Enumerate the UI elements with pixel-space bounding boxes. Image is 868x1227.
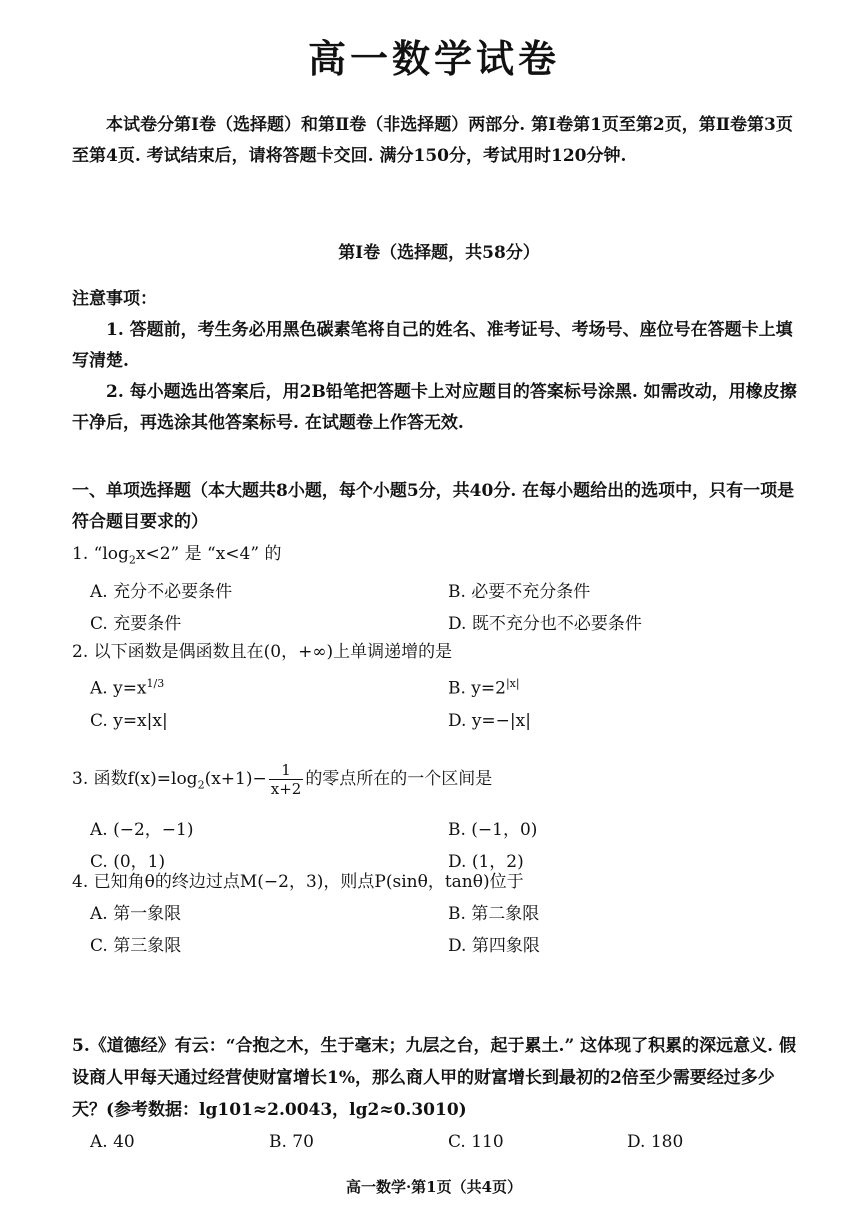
question-2-stem: 2. 以下函数是偶函数且在(0，+∞)上单调递增的是 — [72, 642, 453, 662]
option-a: A. 第一象限 — [90, 904, 182, 924]
question-1-options — [72, 576, 806, 640]
question-3 — [72, 756, 806, 878]
notice-section — [72, 284, 806, 439]
question-2 — [72, 636, 806, 737]
question-5 — [72, 1030, 806, 1158]
option-b: B. (−1，0) — [448, 820, 538, 841]
option-d: D. y=−|x| — [448, 710, 531, 731]
option-d: D. 第四象限 — [448, 936, 540, 956]
option-c: C. 充要条件 — [90, 614, 182, 635]
option-b: B. 70 — [269, 1132, 314, 1152]
question-1-stem: 1. “$\log_2x<2$” 是 “x<4” 的 — [72, 544, 282, 567]
question-4 — [72, 866, 806, 962]
option-b: B. $y=2^{|x|}$ — [448, 677, 520, 699]
option-d: D. 180 — [627, 1132, 684, 1152]
notice-item: 1. 答题前，考生务必用黑色碳素笔将自己的姓名、准考证号、考场号、座位号在答题卡上填写清楚. — [72, 320, 793, 371]
question-5-options — [72, 1126, 806, 1158]
part1-heading: 第Ⅰ卷（选择题，共58分） — [338, 243, 540, 263]
option-c: C. 第三象限 — [90, 936, 182, 956]
page-footer: 高一数学·第1页（共4页） — [345, 1178, 523, 1196]
fraction: $\frac{1}{x+2}$ — [270, 761, 302, 798]
option-b: B. 第二象限 — [448, 904, 540, 924]
question-3-stem: 3. 函数$f(x)=\log_2(x+1)-$ $\frac{1}{x+2}$ 的零点所在的一个区间是 — [72, 761, 493, 798]
page-title: 高一数学试卷 — [307, 36, 560, 81]
option-c: C. y=x|x| — [90, 710, 168, 731]
intro-paragraph: 本试卷分第Ⅰ卷（选择题）和第Ⅱ卷（非选择题）两部分. 第Ⅰ卷第1页至第2页，第Ⅱ卷第3页至第4页. 考试结束后，请将答题卡交回. 满分150分，考试用时120分钟. — [72, 115, 793, 166]
option-d: D. (1，2) — [448, 852, 524, 873]
option-a: A. $y=x^{1/3}$ — [90, 677, 165, 699]
option-a: A. 充分不必要条件 — [90, 582, 233, 603]
notice-heading: 注意事项： — [72, 289, 157, 309]
option-b: B. 必要不充分条件 — [448, 582, 591, 603]
option-c: C. 110 — [448, 1132, 504, 1152]
option-a: A. 40 — [90, 1132, 135, 1152]
question-2-options — [72, 668, 806, 737]
question-1 — [72, 538, 806, 640]
option-d: D. 既不充分也不必要条件 — [448, 614, 642, 635]
notice-item: 2. 每小题选出答案后，用2B铅笔把答题卡上对应题目的答案标号涂黑. 如需改动，用橡皮擦干净后，再选涂其他答案标号. 在试题卷上作答无效. — [72, 382, 797, 433]
question-4-stem: 4. 已知角θ的终边过点M(−2，3)，则点P(sinθ，tanθ)位于 — [72, 872, 524, 892]
option-c: C. (0，1) — [90, 852, 166, 873]
section1-heading: 一、单项选择题（本大题共8小题，每个小题5分，共40分. 在每小题给出的选项中，只有一项是符合题目要求的） — [72, 481, 795, 532]
option-a: A. (−2，−1) — [90, 820, 194, 841]
question-4-options — [72, 898, 806, 962]
question-5-stem: 5.《道德经》有云：“合抱之木，生于毫末；九层之台，起于累土.” 这体现了积累的深远意义. 假设商人甲每天通过经营使财富增长1%，那么商人甲的财富增长到最初的2倍至少需要经过多少天？(参考数据：lg101≈2.0043，lg2≈0.3010) — [72, 1036, 796, 1120]
